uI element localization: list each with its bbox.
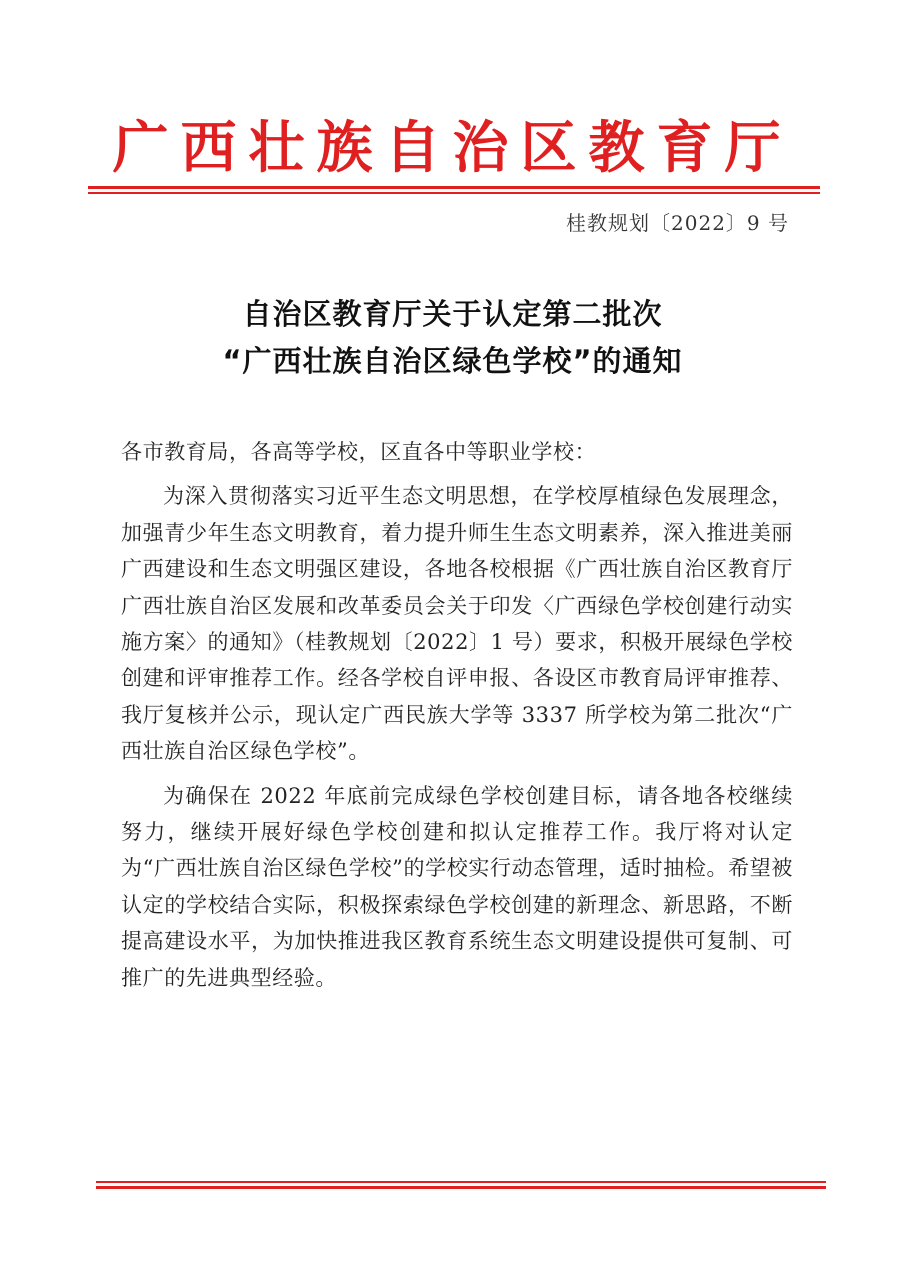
salutation: 各市教育局，各高等学校，区直各中等职业学校： (121, 440, 597, 464)
issuing-authority-title: 广西壮族自治区教育厅 (112, 115, 793, 181)
document-title-line-2: “广西壮族自治区绿色学校”的通知 (222, 344, 683, 378)
footer-red-line-bottom (96, 1186, 826, 1189)
header-red-line-top (88, 186, 820, 189)
body-paragraph-1: 为深入贯彻落实习近平生态文明思想，在学校厚植绿色发展理念，加强青少年生态文明教育，着力提升师生生态文明素养，深入推进美丽广西建设和生态文明强区建设，各地各校根据《广西壮族自治区教育厅 广西壮族自治区发展和改革委员会关于印发〈广西绿色学校创建行动实施方案〉的通知》（桂教规划〔2022〕1 号）要求，积极开展绿色学校创建和评审推荐工作。经各学校自评申报、各设区市教育局评审推荐、我厅复核并公示，现认定广西民族大学等 3337 所学校为第二批次“广西壮族自治区绿色学校”。 (121, 484, 793, 764)
document-number: 桂教规划〔2022〕9 号 (566, 211, 789, 235)
document-title-line-1: 自治区教育厅关于认定第二批次 (242, 297, 663, 331)
footer-red-line-top (96, 1181, 826, 1183)
header-red-line-bottom (88, 192, 820, 194)
body-paragraph-2: 为确保在 2022 年底前完成绿色学校创建目标，请各地各校继续努力，继续开展好绿色学校创建和拟认定推荐工作。我厅将对认定为“广西壮族自治区绿色学校”的学校实行动态管理，适时抽检。希望被认定的学校结合实际，积极探索绿色学校创建的新理念、新思路，不断提高建设水平，为加快推进我区教育系统生态文明建设提供可复制、可推广的先进典型经验。 (121, 783, 793, 990)
document-body (121, 434, 793, 996)
